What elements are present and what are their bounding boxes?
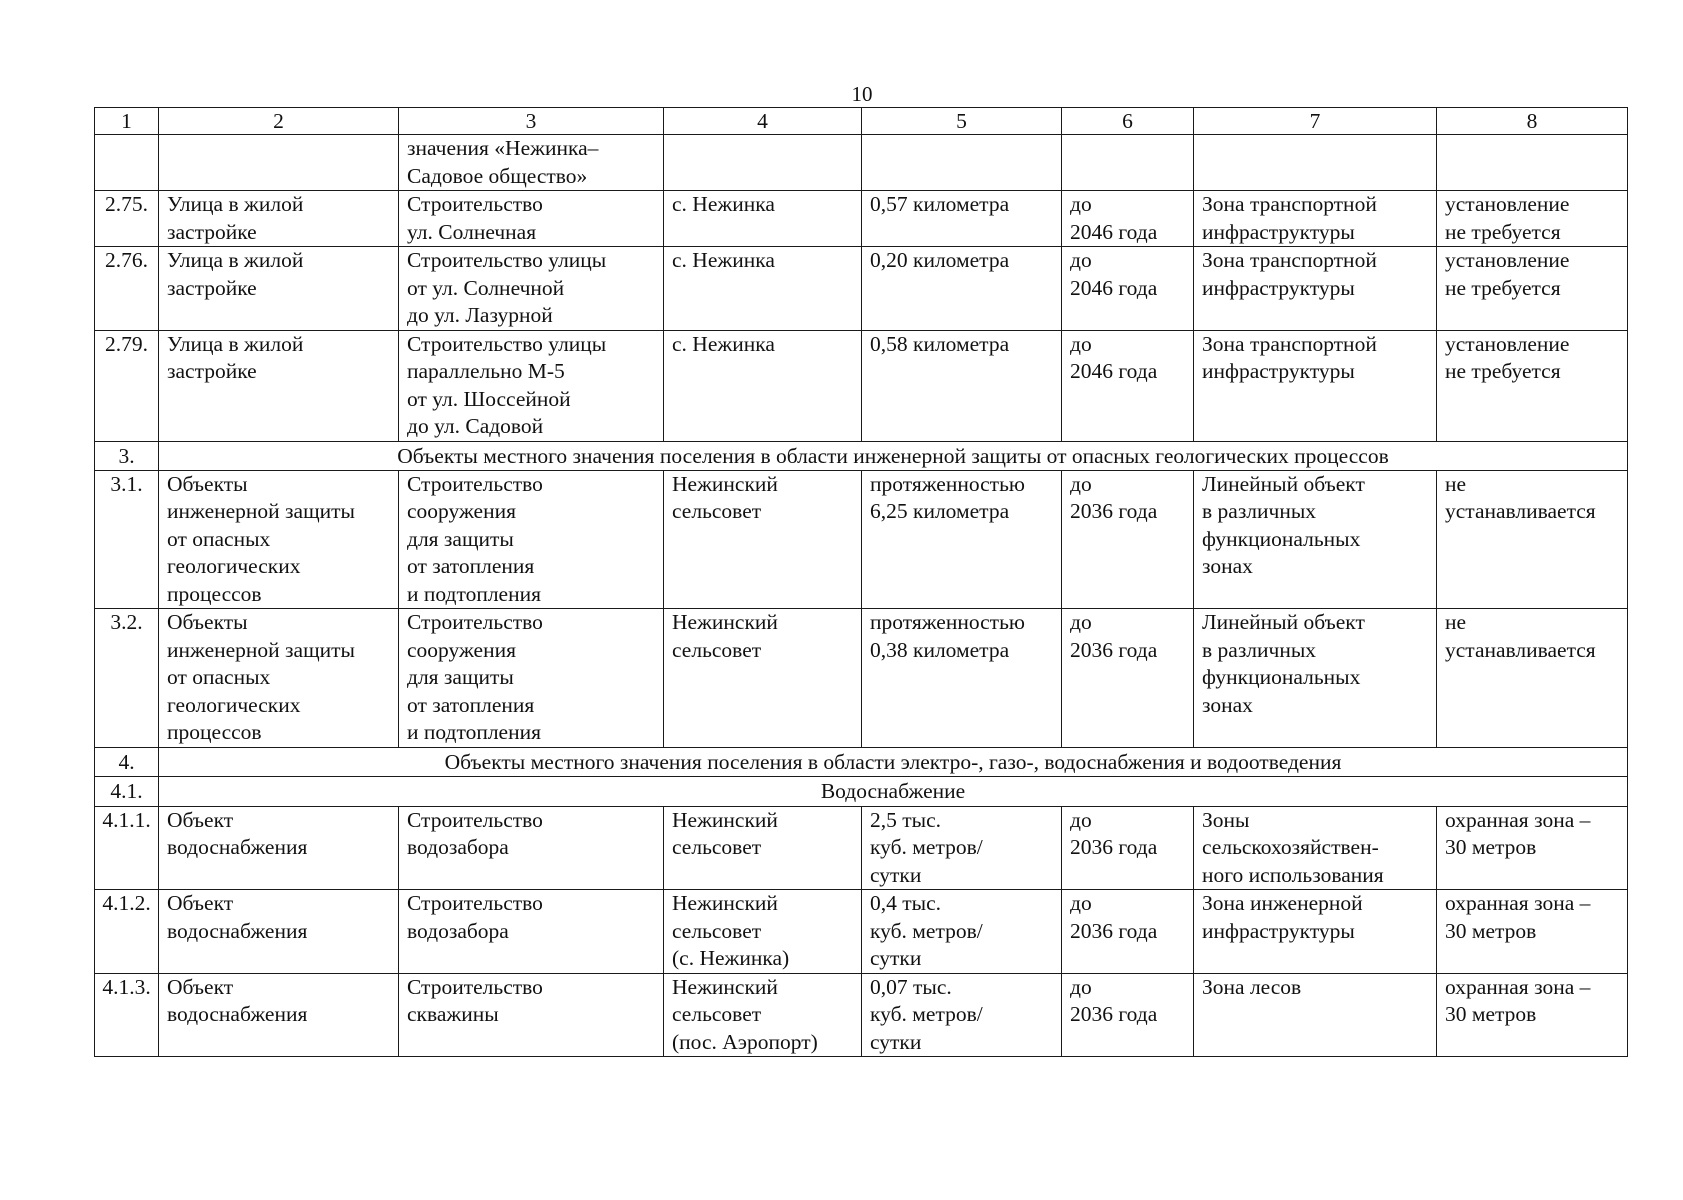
functional-zone: Линейный объект в различных функциональных зонах [1194, 609, 1437, 748]
functional-zone: Зоны сельскохозяйствен- ного использования [1194, 806, 1437, 890]
section-number: 3. [95, 441, 159, 470]
object-location: Нежинский сельсовет [664, 806, 862, 890]
section-title: Водоснабжение [159, 776, 1628, 806]
object-deadline: до 2036 года [1062, 973, 1194, 1057]
object-characteristics: 2,5 тыс. куб. метров/ сутки [862, 806, 1062, 890]
column-number: 1 [95, 108, 159, 135]
object-deadline: до 2046 года [1062, 191, 1194, 247]
column-number-row [95, 108, 1628, 135]
functional-zone: Зона транспортной инфраструктуры [1194, 330, 1437, 441]
object-deadline: до 2036 года [1062, 890, 1194, 974]
section-row [95, 441, 1628, 470]
object-name: Объект водоснабжения [159, 890, 399, 974]
column-number: 6 [1062, 108, 1194, 135]
protection-zone: охранная зона – 30 метров [1437, 890, 1628, 974]
section-row [95, 747, 1628, 776]
column-number: 2 [159, 108, 399, 135]
object-characteristics: 0,20 километра [862, 247, 1062, 331]
protection-zone: установление не требуется [1437, 330, 1628, 441]
column-number: 4 [664, 108, 862, 135]
protection-zone: не устанавливается [1437, 470, 1628, 609]
object-purpose: Строительство водозабора [399, 806, 664, 890]
object-purpose: Строительство водозабора [399, 890, 664, 974]
table-row [95, 330, 1628, 441]
object-deadline: до 2046 года [1062, 330, 1194, 441]
functional-zone: Зона транспортной инфраструктуры [1194, 191, 1437, 247]
object-location: с. Нежинка [664, 247, 862, 331]
table-body [95, 108, 1628, 1057]
object-location: с. Нежинка [664, 330, 862, 441]
object-characteristics: 0,07 тыс. куб. метров/ сутки [862, 973, 1062, 1057]
object-purpose: Строительство скважины [399, 973, 664, 1057]
functional-zone: Зона инженерной инфраструктуры [1194, 890, 1437, 974]
object-name: Улица в жилой застройке [159, 247, 399, 331]
object-characteristics: 0,4 тыс. куб. метров/ сутки [862, 890, 1062, 974]
protection-zone [1437, 135, 1628, 191]
functional-zone: Линейный объект в различных функциональных зонах [1194, 470, 1437, 609]
column-number: 7 [1194, 108, 1437, 135]
row-number: 2.75. [95, 191, 159, 247]
table-row [95, 973, 1628, 1057]
object-location: Нежинский сельсовет (с. Нежинка) [664, 890, 862, 974]
table-row [95, 247, 1628, 331]
functional-zone: Зона транспортной инфраструктуры [1194, 247, 1437, 331]
object-purpose: Строительство ул. Солнечная [399, 191, 664, 247]
column-number: 3 [399, 108, 664, 135]
section-number: 4.1. [95, 776, 159, 806]
protection-zone: установление не требуется [1437, 247, 1628, 331]
row-number: 4.1.3. [95, 973, 159, 1057]
functional-zone: Зона лесов [1194, 973, 1437, 1057]
row-number: 2.76. [95, 247, 159, 331]
object-name: Объект водоснабжения [159, 806, 399, 890]
protection-zone: не устанавливается [1437, 609, 1628, 748]
object-deadline: до 2046 года [1062, 247, 1194, 331]
object-deadline: до 2036 года [1062, 609, 1194, 748]
table-row [95, 609, 1628, 748]
protection-zone: охранная зона – 30 метров [1437, 806, 1628, 890]
section-number: 4. [95, 747, 159, 776]
section-row [95, 776, 1628, 806]
object-characteristics: протяженностью 6,25 километра [862, 470, 1062, 609]
table-row [95, 806, 1628, 890]
object-characteristics: протяженностью 0,38 километра [862, 609, 1062, 748]
object-name: Улица в жилой застройке [159, 191, 399, 247]
object-purpose: Строительство сооружения для защиты от затопления и подтопления [399, 470, 664, 609]
object-deadline: до 2036 года [1062, 470, 1194, 609]
object-name [159, 135, 399, 191]
row-number: 4.1.1. [95, 806, 159, 890]
column-number: 5 [862, 108, 1062, 135]
section-title: Объекты местного значения поселения в области электро-, газо-, водоснабжения и водоотведения [159, 747, 1628, 776]
object-location: Нежинский сельсовет [664, 470, 862, 609]
table-row [95, 191, 1628, 247]
section-title: Объекты местного значения поселения в области инженерной защиты от опасных геологических процессов [159, 441, 1628, 470]
object-name: Объекты инженерной защиты от опасных геологических процессов [159, 470, 399, 609]
table-row [95, 135, 1628, 191]
object-deadline: до 2036 года [1062, 806, 1194, 890]
object-characteristics: 0,57 километра [862, 191, 1062, 247]
page-number: 10 [851, 82, 873, 106]
table-row [95, 470, 1628, 609]
row-number [95, 135, 159, 191]
object-characteristics: 0,58 километра [862, 330, 1062, 441]
object-location: с. Нежинка [664, 191, 862, 247]
protection-zone: охранная зона – 30 метров [1437, 973, 1628, 1057]
protection-zone: установление не требуется [1437, 191, 1628, 247]
object-name: Объект водоснабжения [159, 973, 399, 1057]
planning-objects-table [94, 107, 1628, 1057]
row-number: 4.1.2. [95, 890, 159, 974]
object-name: Объекты инженерной защиты от опасных геологических процессов [159, 609, 399, 748]
object-location: Нежинский сельсовет (пос. Аэропорт) [664, 973, 862, 1057]
table-row [95, 890, 1628, 974]
row-number: 2.79. [95, 330, 159, 441]
object-purpose: Строительство сооружения для защиты от затопления и подтопления [399, 609, 664, 748]
functional-zone [1194, 135, 1437, 191]
object-name: Улица в жилой застройке [159, 330, 399, 441]
row-number: 3.1. [95, 470, 159, 609]
object-location: Нежинский сельсовет [664, 609, 862, 748]
column-number: 8 [1437, 108, 1628, 135]
object-deadline [1062, 135, 1194, 191]
object-purpose: значения «Нежинка– Садовое общество» [399, 135, 664, 191]
row-number: 3.2. [95, 609, 159, 748]
object-purpose: Строительство улицы параллельно М-5 от ул. Шоссейной до ул. Садовой [399, 330, 664, 441]
object-characteristics [862, 135, 1062, 191]
object-location [664, 135, 862, 191]
object-purpose: Строительство улицы от ул. Солнечной до ул. Лазурной [399, 247, 664, 331]
